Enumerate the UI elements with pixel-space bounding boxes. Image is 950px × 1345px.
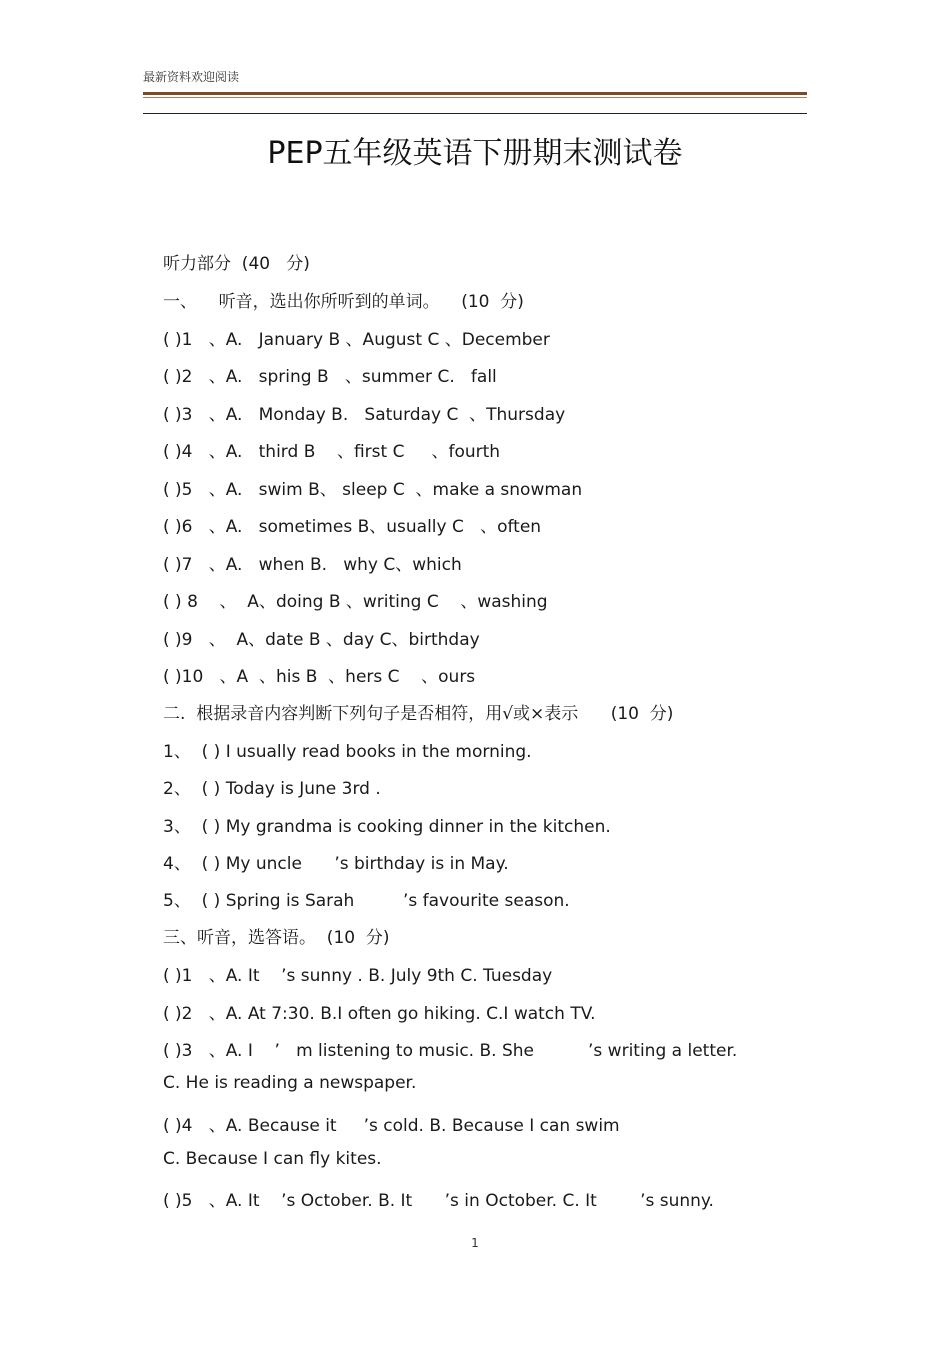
section-heading: 三、听音，选答语。 (10 分) [163,928,390,948]
page-title: PEP五年级英语下册期末测试卷 [267,136,683,171]
text-line: ( )3 、A. I ’ m listening to music. B. She ’s writing a letter. [163,1041,738,1061]
text-line: C. Because I can fly kites. [163,1149,382,1169]
text-line: C. He is reading a newspaper. [163,1073,417,1093]
header-rule-thick [143,92,807,95]
page-number: 1 [471,1236,479,1250]
text-line: ( )4 、A. Because it ’s cold. B. Because I can swim [163,1116,620,1136]
text-line: ( )7 、A. when B. why C、which [163,555,462,575]
text-line: ( )1 、A. January B 、August C 、December [163,330,550,350]
text-line: 一、 听音，选出你所听到的单词。 (10 分) [163,292,524,312]
text-line: ( )3 、A. Monday B. Saturday C 、Thursday [163,405,566,425]
text-line: 听力部分 (40 分) [163,254,310,274]
text-line: ( )5 、A. swim B、 sleep C 、make a snowman [163,480,583,500]
section-heading: 二. 根据录音内容判断下列句子是否相符，用√或×表示 (10 分) [163,704,674,724]
running-header: 最新资料欢迎阅读 [143,70,240,84]
text-line: 3、 ( ) My grandma is cooking dinner in the kitchen. [163,817,611,837]
text-line: ( )2 、A. At 7:30. B.I often go hiking. C.I watch TV. [163,1004,596,1024]
header-divider [143,113,807,114]
header-rule-thin [143,97,807,98]
text-line: 4、 ( ) My uncle ’s birthday is in May. [163,854,509,874]
text-line: ( )6 、A. sometimes B、usually C 、often [163,517,542,537]
text-line: 5、 ( ) Spring is Sarah ’s favourite season. [163,891,570,911]
text-line: ( )4 、A. third B 、first C 、fourth [163,442,501,462]
text-line: ( )1 、A. It ’s sunny . B. July 9th C. Tuesday [163,966,553,986]
text-line: ( )5 、A. It ’s October. B. It ’s in October. C. It ’s sunny. [163,1191,714,1211]
text-line: 1、 ( ) I usually read books in the morning. [163,742,532,762]
text-line: ( )10 、A 、his B 、hers C 、ours [163,667,476,687]
text-line: 2、 ( ) Today is June 3rd . [163,779,381,799]
text-line: ( ) 8 、 A、doing B 、writing C 、washing [163,592,548,612]
text-line: ( )9 、 A、date B 、day C、birthday [163,630,480,650]
text-line: ( )2 、A. spring B 、summer C. fall [163,367,497,387]
